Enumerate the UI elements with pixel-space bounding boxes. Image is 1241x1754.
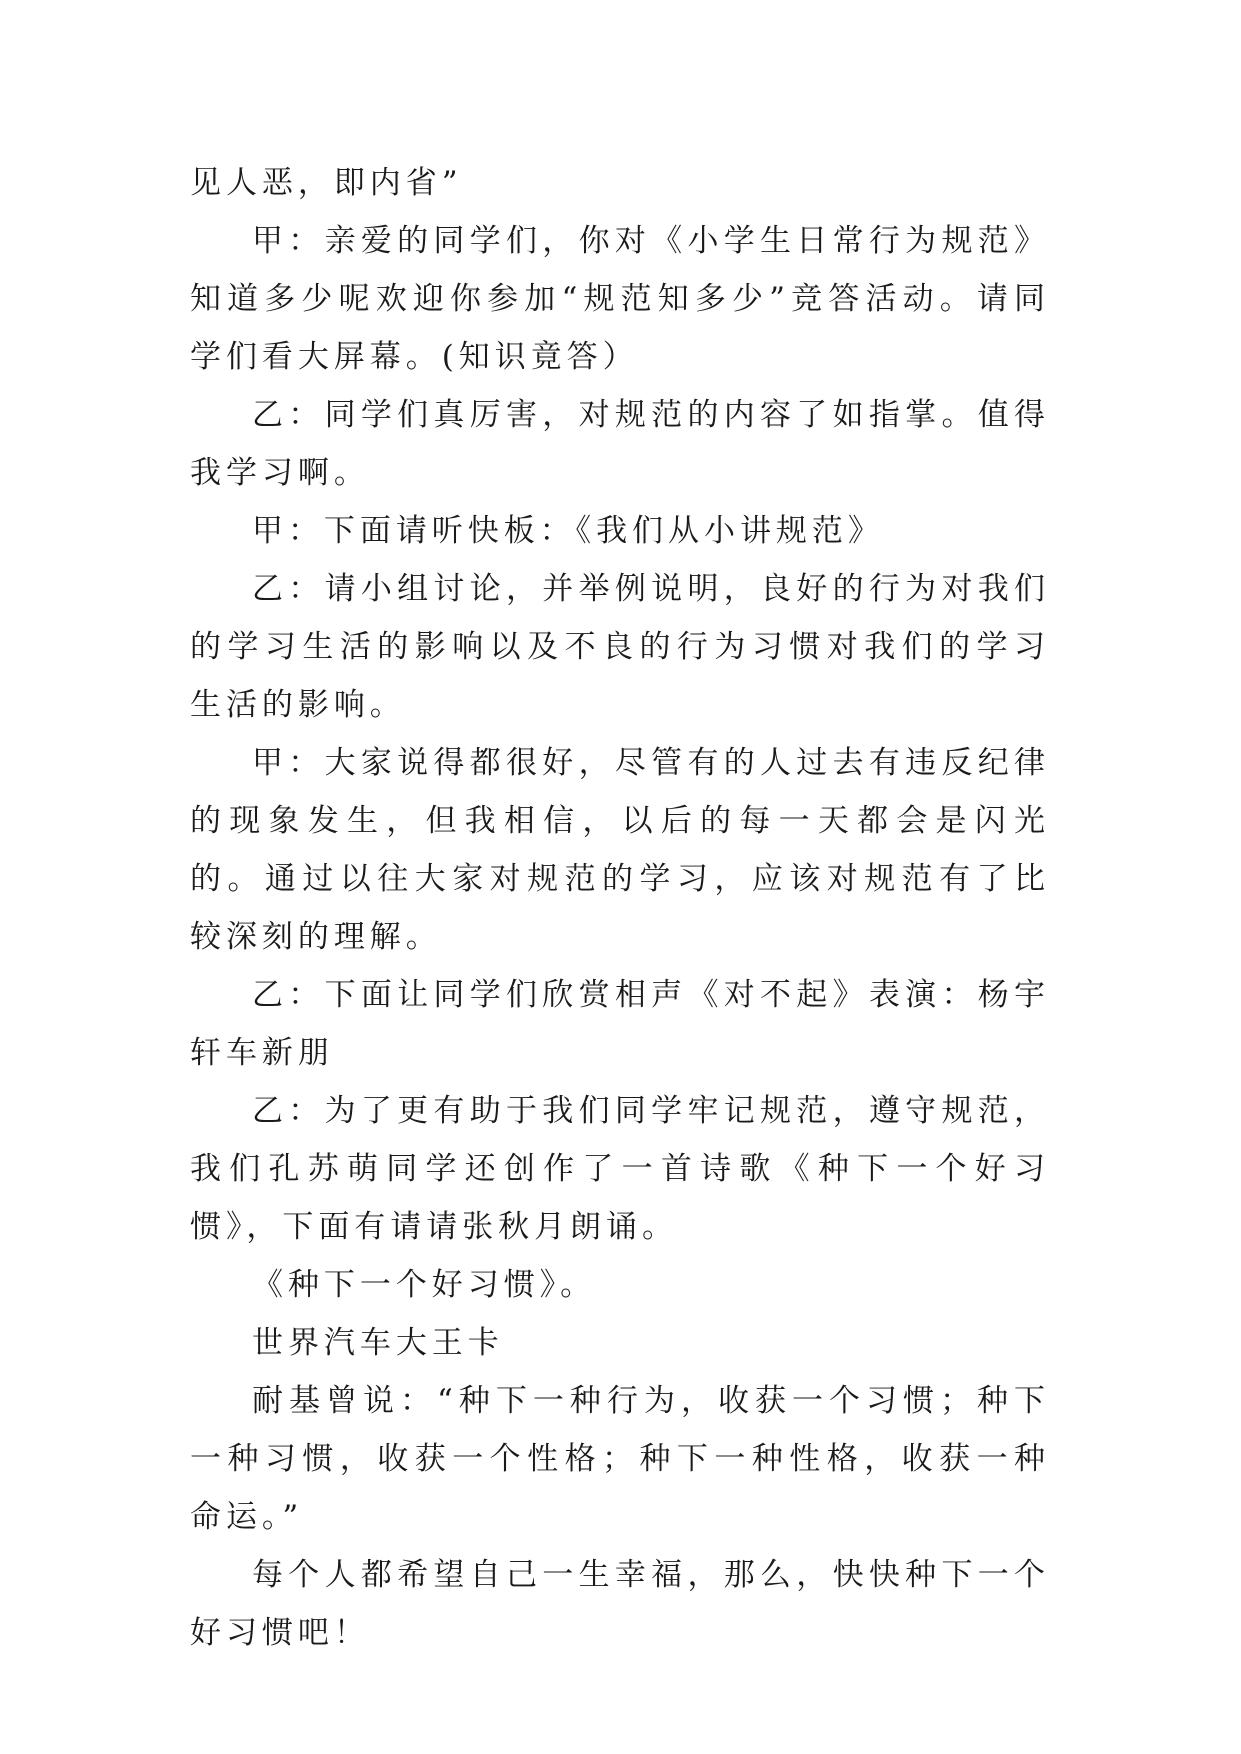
paragraph: 甲：亲爱的同学们，你对《小学生日常行为规范》知道多少呢欢迎你参加“规范知多少”竞答活动。请同学们看大屏幕。(知识竟答） bbox=[190, 223, 1050, 375]
paragraph: 《种下一个好习惯》。 bbox=[252, 1267, 597, 1303]
paragraph: 甲：大家说得都很好，尽管有的人过去有违反纪律的现象发生，但我相信，以后的每一天都会是闪光的。通过以往大家对规范的学习，应该对规范有了比较深刻的理解。 bbox=[190, 745, 1050, 955]
paragraph: 每个人都希望自己一生幸福，那么，快快种下一个好习惯吧！ bbox=[190, 1557, 1050, 1651]
paragraph: 乙：同学们真厉害，对规范的内容了如指掌。值得我学习啊。 bbox=[190, 397, 1050, 491]
paragraph: 乙：为了更有助于我们同学牢记规范，遵守规范，我们孔苏萌同学还创作了一首诗歌《种下一个好习惯》，下面有请请张秋月朗诵。 bbox=[190, 1093, 1050, 1245]
paragraph: 耐基曾说：“种下一种行为，收获一个习惯；种下一种习惯，收获一个性格；种下一种性格，收获一种命运。” bbox=[190, 1383, 1050, 1535]
document-body bbox=[190, 154, 1050, 1662]
paragraph: 世界汽车大王卡 bbox=[252, 1325, 504, 1361]
paragraph: 乙：下面让同学们欣赏相声《对不起》表演：杨宇轩车新朋 bbox=[190, 977, 1050, 1071]
paragraph: 见人恶，即内省” bbox=[190, 165, 463, 201]
paragraph: 乙：请小组讨论，并举例说明，良好的行为对我们的学习生活的影响以及不良的行为习惯对我们的学习生活的影响。 bbox=[190, 571, 1050, 723]
paragraph: 甲：下面请听快板：《我们从小讲规范》 bbox=[252, 513, 884, 549]
